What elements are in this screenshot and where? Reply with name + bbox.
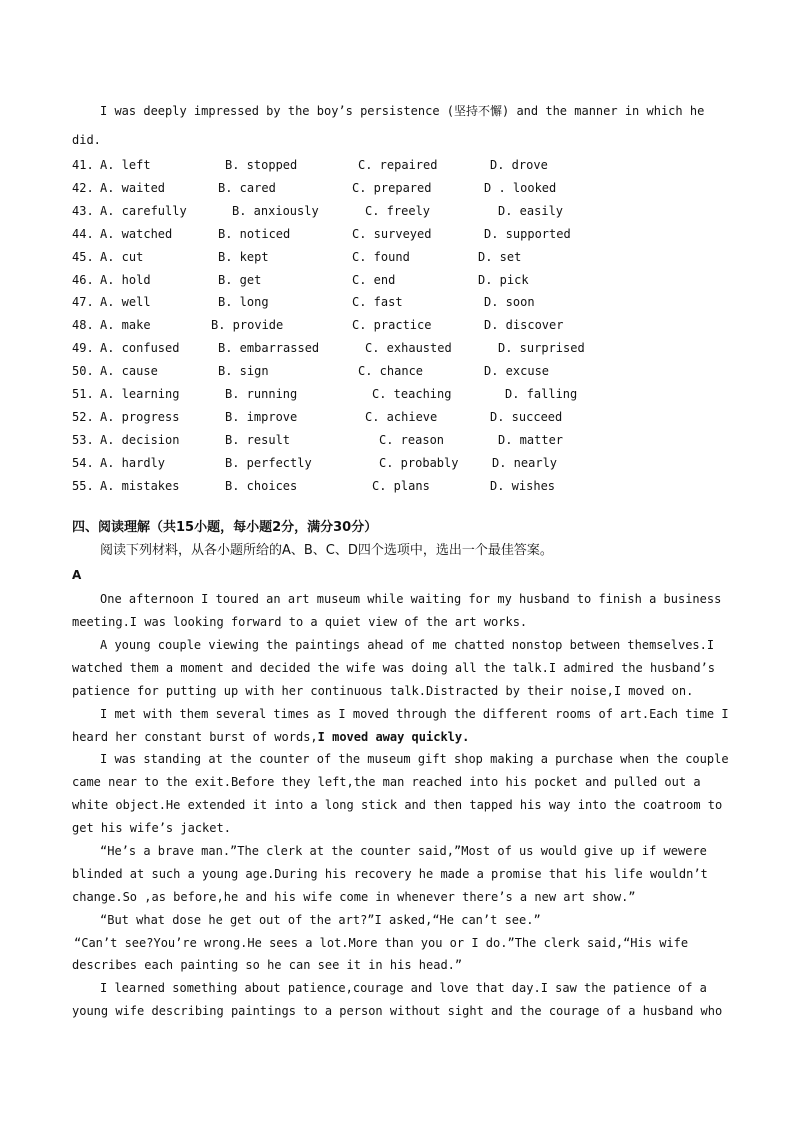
passage-line: I was standing at the counter of the museum gift shop making a purchase when the couple	[100, 752, 729, 766]
option-c: C. probably	[379, 456, 459, 470]
option-a: A. confused	[100, 341, 180, 355]
option-b: B. noticed	[218, 227, 291, 241]
passage-line: young wife describing paintings to a person without sight and the courage of a husband who	[72, 1004, 723, 1018]
option-c: C. teaching	[372, 387, 452, 401]
option-row-55	[0, 479, 700, 493]
option-a: A. decision	[100, 433, 180, 447]
highlighted-sentence: I moved away quickly.	[317, 730, 470, 744]
option-row-50	[0, 364, 700, 378]
option-d: D . looked	[484, 181, 557, 195]
option-c: C. fast	[352, 295, 403, 309]
option-c: C. exhausted	[365, 341, 452, 355]
option-a: A. learning	[100, 387, 180, 401]
passage-line: patience for putting up with her continuous talk.Distracted by their noise,I moved on.	[72, 684, 694, 698]
option-row-54	[0, 456, 700, 470]
question-number: 47.	[72, 295, 94, 309]
passage-line: “Can’t see?You’re wrong.He sees a lot.More than you or I do.”The clerk said,“His wife	[74, 936, 689, 950]
option-row-52	[0, 410, 700, 424]
intro-line-2: did.	[72, 133, 101, 147]
option-row-46	[0, 273, 700, 287]
section-instruction: 阅读下列材料，从各小题所给的A、B、C、D四个选项中，选出一个最佳答案。	[100, 543, 553, 558]
option-d: D. matter	[498, 433, 564, 447]
option-b: B. perfectly	[225, 456, 312, 470]
passage-line: get his wife’s jacket.	[72, 821, 231, 835]
passage-line: “He’s a brave man.”The clerk at the counter said,”Most of us would give up if wewere	[100, 844, 707, 858]
option-c: C. practice	[352, 318, 432, 332]
option-d: D. supported	[484, 227, 571, 241]
option-b: B. long	[218, 295, 269, 309]
option-a: A. waited	[100, 181, 166, 195]
option-row-43	[0, 204, 700, 218]
passage-line: came near to the exit.Before they left,the man reached into his pocket and pulled out a	[72, 775, 701, 789]
question-number: 45.	[72, 250, 94, 264]
question-number: 44.	[72, 227, 94, 241]
passage-line: “But what dose he get out of the art?”I asked,“He can’t see.”	[100, 913, 541, 927]
passage-label: A	[72, 568, 82, 582]
passage-line: watched them a moment and decided the wife was doing all the talk.I admired the husband’s	[72, 661, 715, 675]
option-b: B. kept	[218, 250, 269, 264]
option-a: A. progress	[100, 410, 180, 424]
option-a: A. mistakes	[100, 479, 180, 493]
option-a: A. hold	[100, 273, 151, 287]
option-c: C. surveyed	[352, 227, 432, 241]
option-b: B. provide	[211, 318, 284, 332]
option-row-49	[0, 341, 700, 355]
option-c: C. found	[352, 250, 410, 264]
option-c: C. chance	[358, 364, 424, 378]
passage-line: One afternoon I toured an art museum while waiting for my husband to finish a business	[100, 592, 722, 606]
passage-line: blinded at such a young age.During his recovery he made a promise that his life wouldn’t	[72, 867, 708, 881]
option-b: B. anxiously	[232, 204, 319, 218]
option-row-51	[0, 387, 700, 401]
option-c: C. repaired	[358, 158, 438, 172]
option-c: C. achieve	[365, 410, 438, 424]
option-row-45	[0, 250, 700, 264]
option-d: D. falling	[505, 387, 578, 401]
option-d: D. nearly	[492, 456, 558, 470]
option-a: A. hardly	[100, 456, 166, 470]
option-d: D. soon	[484, 295, 535, 309]
option-b: B. sign	[218, 364, 269, 378]
option-row-42	[0, 181, 700, 195]
option-a: A. left	[100, 158, 151, 172]
question-number: 48.	[72, 318, 94, 332]
question-number: 51.	[72, 387, 94, 401]
option-a: A. well	[100, 295, 151, 309]
question-number: 46.	[72, 273, 94, 287]
passage-line: meeting.I was looking forward to a quiet view of the art works.	[72, 615, 528, 629]
passage-line: I learned something about patience,courage and love that day.I saw the patience of a	[100, 981, 707, 995]
section-title: 四、阅读理解（共15小题，每小题2分，满分30分）	[72, 520, 378, 535]
option-d: D. easily	[498, 204, 564, 218]
option-d: D. succeed	[490, 410, 563, 424]
question-number: 52.	[72, 410, 94, 424]
question-number: 50.	[72, 364, 94, 378]
option-b: B. improve	[225, 410, 298, 424]
option-a: A. make	[100, 318, 151, 332]
option-b: B. result	[225, 433, 291, 447]
question-number: 43.	[72, 204, 94, 218]
passage-line: describes each painting so he can see it in his head.”	[72, 958, 463, 972]
question-number: 54.	[72, 456, 94, 470]
option-d: D. set	[478, 250, 522, 264]
option-b: B. running	[225, 387, 298, 401]
option-b: B. cared	[218, 181, 276, 195]
passage-text: heard her constant burst of words,	[72, 730, 318, 744]
intro-line-1: I was deeply impressed by the boy’s persistence (坚持不懈) and the manner in which he	[100, 104, 705, 118]
passage-line	[72, 730, 732, 744]
option-d: D. pick	[478, 273, 529, 287]
option-a: A. cut	[100, 250, 144, 264]
question-number: 55.	[72, 479, 94, 493]
option-c: C. prepared	[352, 181, 432, 195]
option-a: A. cause	[100, 364, 158, 378]
option-row-53	[0, 433, 700, 447]
question-number: 53.	[72, 433, 94, 447]
option-d: D. surprised	[498, 341, 585, 355]
option-c: C. end	[352, 273, 396, 287]
option-d: D. drove	[490, 158, 548, 172]
option-b: B. stopped	[225, 158, 298, 172]
passage-line: white object.He extended it into a long stick and then tapped his way into the coatroom to	[72, 798, 723, 812]
option-b: B. choices	[225, 479, 298, 493]
option-a: A. carefully	[100, 204, 187, 218]
option-b: B. get	[218, 273, 262, 287]
option-c: C. reason	[379, 433, 445, 447]
option-c: C. plans	[372, 479, 430, 493]
passage-line: I met with them several times as I moved through the different rooms of art.Each time I	[100, 707, 729, 721]
option-c: C. freely	[365, 204, 431, 218]
option-d: D. wishes	[490, 479, 556, 493]
passage-line: change.So ,as before,he and his wife come in whenever there’s a new art show.”	[72, 890, 636, 904]
option-row-48	[0, 318, 700, 332]
question-number: 42.	[72, 181, 94, 195]
option-b: B. embarrassed	[218, 341, 320, 355]
option-row-41	[0, 158, 700, 172]
question-number: 41.	[72, 158, 94, 172]
option-row-44	[0, 227, 700, 241]
option-d: D. excuse	[484, 364, 550, 378]
option-row-47	[0, 295, 700, 309]
question-number: 49.	[72, 341, 94, 355]
option-a: A. watched	[100, 227, 173, 241]
passage-line: A young couple viewing the paintings ahead of me chatted nonstop between themselves.I	[100, 638, 715, 652]
option-d: D. discover	[484, 318, 564, 332]
